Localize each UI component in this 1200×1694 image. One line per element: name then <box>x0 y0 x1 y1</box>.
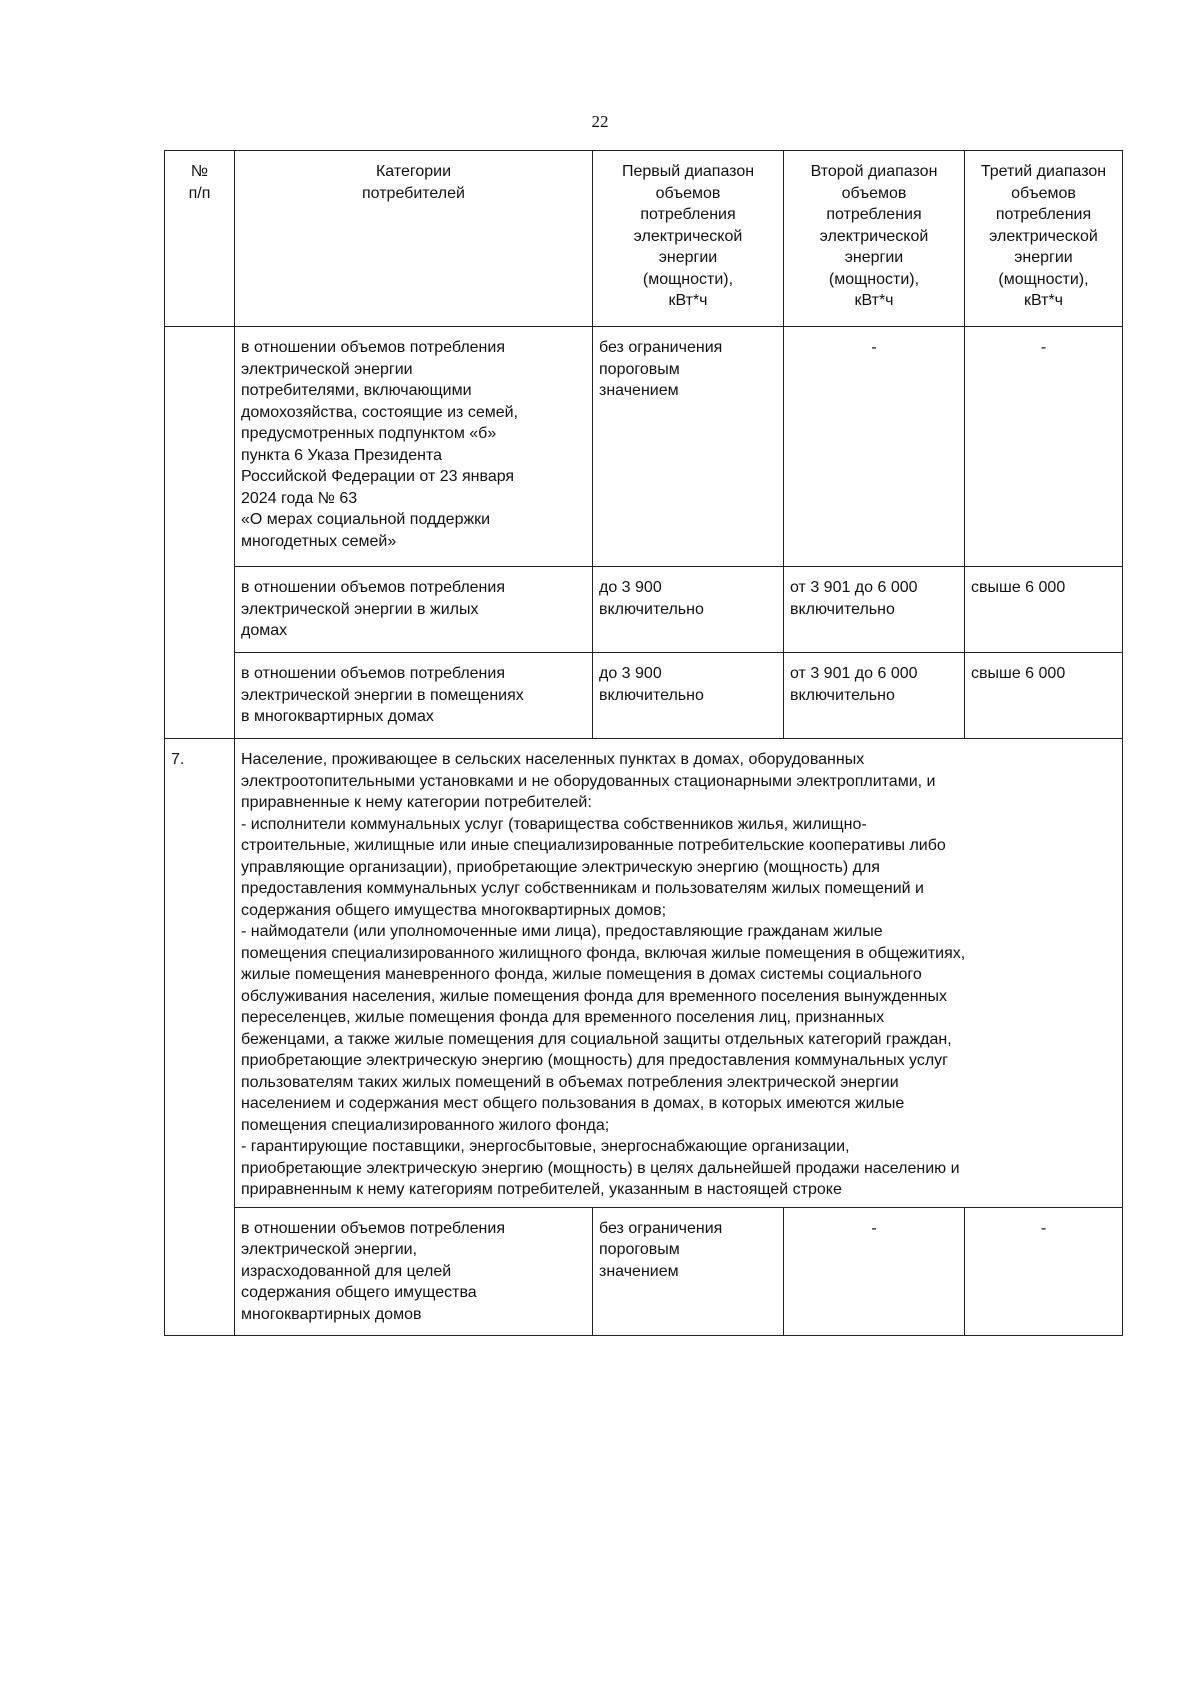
range2-cell: от 3 901 до 6 000 включительно <box>784 653 965 739</box>
table-row <box>165 567 1123 653</box>
range3-cell: свыше 6 000 <box>965 653 1123 739</box>
table-row <box>165 327 1123 567</box>
category-cell: в отношении объемов потребления электрической энергии потребителями, включающими домохозяйства, состоящие из семей, предусмотренных подпунктом «б» пункта 6 Указа Президента Российской Федерации от 23 января 2024 года № 63 «О мерах социальной поддержки многодетных семей» <box>235 327 593 567</box>
table-row <box>165 1207 1123 1335</box>
range1-cell: до 3 900 включительно <box>593 567 784 653</box>
item7-row <box>165 739 1123 1208</box>
range3-cell: - <box>965 1207 1123 1335</box>
header-category: Категории потребителей <box>235 151 593 327</box>
item7-num: 7. <box>165 739 235 1336</box>
header-num: № п/п <box>165 151 235 327</box>
range1-cell: до 3 900 включительно <box>593 653 784 739</box>
category-cell: в отношении объемов потребления электрической энергии в помещениях в многоквартирных домах <box>235 653 593 739</box>
category-cell: в отношении объемов потребления электрической энергии, израсходованной для целей содержания общего имущества многоквартирных домов <box>235 1207 593 1335</box>
page-number: 22 <box>591 112 609 131</box>
header-range3: Третий диапазон объемов потребления электрической энергии (мощности), кВт*ч <box>965 151 1123 327</box>
range3-cell: - <box>965 327 1123 567</box>
range1-cell: без ограничения пороговым значением <box>593 327 784 567</box>
range2-cell: от 3 901 до 6 000 включительно <box>784 567 965 653</box>
range2-cell: - <box>784 1207 965 1335</box>
header-range2: Второй диапазон объемов потребления электрической энергии (мощности), кВт*ч <box>784 151 965 327</box>
range1-cell: без ограничения пороговым значением <box>593 1207 784 1335</box>
num-cell-continued <box>165 327 235 739</box>
table-header-row <box>165 151 1123 327</box>
header-range1: Первый диапазон объемов потребления электрической энергии (мощности), кВт*ч <box>593 151 784 327</box>
item7-description: Население, проживающее в сельских населенных пунктах в домах, оборудованных электроотопительными установками и не оборудованных стационарными электроплитами, и приравненные к нему категории потребителей: - исполнители коммунальных услуг (товарищества собственников жилья, жилищно- строительные, жилищные или иные специализированные потребительские кооперативы либо управляющие организации), приобретающие электрическую энергию (мощность) для предоставления коммунальных услуг собственникам и пользователям жилых помещений и содержания общего имущества многоквартирных домов; - наймодатели (или уполномоченные ими лица), предоставляющие гражданам жилые помещения специализированного жилищного фонда, включая жилые помещения в общежитиях, жилые помещения маневренного фонда, жилые помещения в домах системы социального обслуживания населения, жилые помещения фонда для временного поселения вынужденных переселенцев, жилые помещения фонда для временного поселения лиц, признанных беженцами, а также жилые помещения для социальной защиты отдельных категорий граждан, приобретающие электрическую энергию (мощность) для предоставления коммунальных услуг пользователям таких жилых помещений в объемах потребления электрической энергии населением и содержания мест общего пользования в домах, в которых имеются жилые помещения специализированного жилого фонда; - гарантирующие поставщики, энергосбытовые, энергоснабжающие организации, приобретающие электрическую энергию (мощность) в целях дальнейшей продажи населению и приравненным к нему категориям потребителей, указанным в настоящей строке <box>235 739 1123 1208</box>
table-row <box>165 653 1123 739</box>
category-cell: в отношении объемов потребления электрической энергии в жилых домах <box>235 567 593 653</box>
tariff-table <box>164 150 1123 1336</box>
range3-cell: свыше 6 000 <box>965 567 1123 653</box>
range2-cell: - <box>784 327 965 567</box>
